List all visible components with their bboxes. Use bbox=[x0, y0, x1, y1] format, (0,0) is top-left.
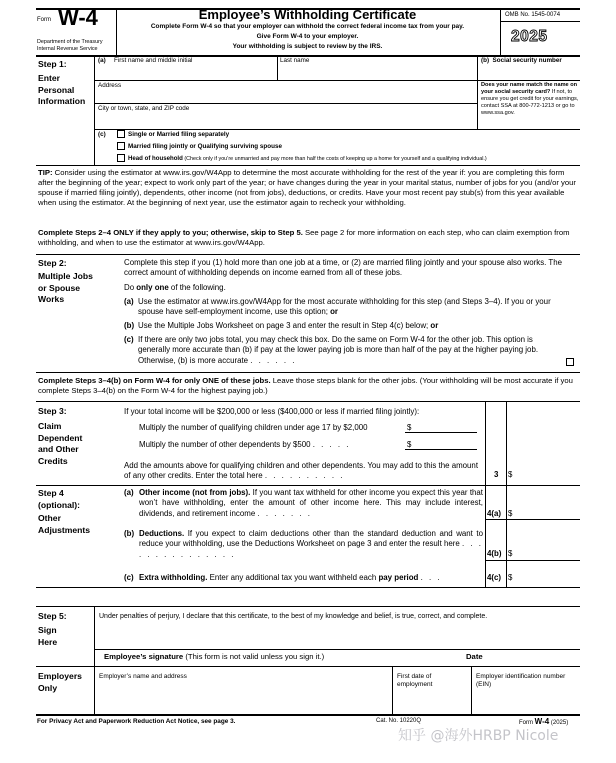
dept-line-1: Department of the Treasury bbox=[37, 39, 103, 45]
step2-option-a: Use the estimator at www.irs.gov/W4App for the most accurate withholding for this step (and Steps 3–4). If you or your spouse have self-employment income, use this option; or bbox=[138, 297, 551, 317]
married-jointly-label: Married filing jointly or Qualifying surviving spouse bbox=[128, 143, 282, 150]
head-of-household-checkbox[interactable] bbox=[117, 154, 125, 162]
step1-c-tag: (c) bbox=[98, 131, 106, 138]
date-input[interactable] bbox=[462, 628, 574, 648]
name-match-note: Does your name match the name on your social security card? If not, to ensure you get credit for your earnings, contact SSA at 800-772-1213 or go to www.ssa.gov. bbox=[481, 82, 579, 116]
step1-a-tag: (a) bbox=[98, 57, 106, 64]
first-name-input[interactable] bbox=[96, 64, 276, 77]
two-jobs-checkbox[interactable] bbox=[566, 358, 574, 366]
step5-label: Step 5: bbox=[38, 611, 67, 621]
married-jointly-checkbox[interactable] bbox=[117, 142, 125, 150]
perjury-statement: Under penalties of perjury, I declare that this certificate, to the best of my knowledge and belief, is true, correct, and complete. bbox=[99, 613, 488, 620]
employer-name-address-label: Employer’s name and address bbox=[99, 673, 187, 680]
single-checkbox[interactable] bbox=[117, 130, 125, 138]
line4a-number: 4(a) bbox=[487, 509, 502, 518]
line3-amount-input[interactable] bbox=[507, 464, 579, 483]
step2-a-tag: (a) bbox=[124, 297, 134, 306]
other-dependents-amount-input[interactable] bbox=[405, 449, 477, 450]
step3-intro: If your total income will be $200,000 or less ($400,000 or less if married filing jointly): bbox=[124, 407, 420, 416]
step2-c-tag: (c) bbox=[124, 335, 134, 344]
form-label: Form bbox=[37, 17, 51, 23]
children-dollar: $ bbox=[407, 423, 412, 432]
step4c-text: Extra withholding. Enter any additional tax you want withheld each pay period . . . bbox=[139, 573, 442, 582]
form-subtitle-1: Complete Form W-4 so that your employer can withhold the correct federal income tax from your pay. bbox=[150, 23, 465, 30]
first-name-label: First name and middle initial bbox=[114, 57, 193, 64]
catalog-number: Cat. No. 10220Q bbox=[376, 718, 422, 724]
form-subtitle-3: Your withholding is subject to review by the IRS. bbox=[232, 43, 383, 50]
signature-input[interactable] bbox=[100, 628, 450, 648]
last-name-label: Last name bbox=[280, 57, 310, 64]
first-date-employment-input[interactable] bbox=[395, 692, 467, 712]
employers-only-title: Employers Only bbox=[38, 671, 82, 693]
address-label: Address bbox=[98, 82, 122, 89]
step5-title: Sign Here bbox=[38, 625, 58, 647]
ssn-input[interactable] bbox=[479, 64, 579, 77]
step3-title: Claim Dependent and Other Credits bbox=[38, 421, 83, 466]
first-date-employment-label: First date of employment bbox=[397, 673, 433, 689]
step4a-tag: (a) bbox=[124, 488, 134, 497]
step4b-tag: (b) bbox=[124, 529, 135, 538]
omb-number: OMB No. 1545-0074 bbox=[505, 12, 561, 18]
head-of-household-label: Head of household (Check only if you’re unmarried and pay more than half the costs of keeping up a home for yourself and a qualifying individual.) bbox=[128, 155, 487, 162]
line4b-amount-input[interactable] bbox=[507, 543, 579, 559]
step4c-tag: (c) bbox=[124, 573, 134, 582]
other-dependents-label: Multiply the number of other dependents by $500 . . . . . bbox=[139, 440, 351, 449]
children-amount-input[interactable] bbox=[405, 432, 477, 433]
step2-title: Multiple Jobs or Spouse Works bbox=[38, 271, 93, 305]
step4-label: Step 4 (optional): bbox=[38, 488, 80, 510]
date-label: Date bbox=[466, 652, 483, 661]
step1-title: Enter Personal Information bbox=[38, 73, 86, 107]
form-title: Employee’s Withholding Certificate bbox=[198, 7, 417, 22]
step2-intro: Complete this step if you (1) hold more than one job at a time, or (2) are married filing jointly and your spouse also works. The correct amount of withholding depends on income earned from all of these jobs. bbox=[124, 258, 562, 278]
watermark-text: 知乎 @海外HRBP Nicole bbox=[398, 728, 559, 744]
form-code: W-4 bbox=[58, 5, 98, 30]
line3-number: 3 bbox=[494, 470, 499, 479]
line4b-number: 4(b) bbox=[487, 549, 502, 558]
line4c-amount-input[interactable] bbox=[507, 567, 579, 585]
step4a-text: Other income (not from jobs). If you want tax withheld for other income you expect this year that won’t have withholding, enter the amount of other income here. This may include interest, dividends, and retirement income . . . . . . . bbox=[139, 488, 483, 518]
signature-label: Employee’s signature (This form is not valid unless you sign it.) bbox=[104, 652, 325, 661]
ein-input[interactable] bbox=[474, 692, 578, 712]
line4b-dollar: $ bbox=[508, 549, 513, 558]
step4-title: Other Adjustments bbox=[38, 513, 91, 535]
step3-label: Step 3: bbox=[38, 406, 67, 416]
instruction-steps-3-4b: Complete Steps 3–4(b) on Form W-4 for only ONE of these jobs. Leave those steps blank for the other jobs. (Your withholding will be most accurate if you complete Steps 3–4(b) on the Form W-4 for the highest paying job.) bbox=[38, 376, 573, 396]
step1-label: Step 1: bbox=[38, 59, 67, 69]
city-label: City or town, state, and ZIP code bbox=[98, 105, 190, 112]
address-input[interactable] bbox=[96, 89, 475, 101]
children-credit-label: Multiply the number of qualifying children under age 17 by $2,000 bbox=[139, 423, 368, 432]
ssn-label: (b) Social security number bbox=[481, 57, 562, 64]
privacy-notice: For Privacy Act and Paperwork Reduction Act Notice, see page 3. bbox=[37, 718, 236, 725]
form-subtitle-2: Give Form W-4 to your employer. bbox=[256, 33, 359, 40]
line3-dollar: $ bbox=[508, 470, 513, 479]
last-name-input[interactable] bbox=[279, 64, 475, 77]
employer-name-address-input[interactable] bbox=[97, 682, 390, 712]
line4a-dollar: $ bbox=[508, 509, 513, 518]
step3-add-total: Add the amounts above for qualifying children and other dependents. You may add to this the amount of any other credits. Enter the total here . . . . . . . . . . bbox=[124, 461, 479, 481]
city-input[interactable] bbox=[96, 112, 475, 126]
ein-label: Employer identification number (EIN) bbox=[476, 673, 566, 689]
step2-label: Step 2: bbox=[38, 258, 67, 268]
footer-form-id: Form W-4 (2025) bbox=[519, 717, 569, 726]
line4a-amount-input[interactable] bbox=[507, 503, 579, 519]
tax-year: 2025 bbox=[511, 28, 548, 45]
step2-do-only: Do only one of the following. bbox=[124, 283, 226, 292]
other-dependents-dollar: $ bbox=[407, 440, 412, 449]
step4b-text: Deductions. If you expect to claim deductions other than the standard deduction and want to reduce your withholding, use the Deductions Worksheet on page 3 and enter the result here . . . . . . . . . . . . . . . bbox=[139, 529, 483, 559]
step2-b-tag: (b) bbox=[124, 321, 135, 330]
line4c-dollar: $ bbox=[508, 573, 513, 582]
step2-option-c: If there are only two jobs total, you may check this box. Do the same on Form W-4 for the other job. This option is generally more accurate than (b) if pay at the lower paying job is more than half of the pay at the higher paying job. Otherwise, (b) is more accurate . . . . . . bbox=[138, 335, 539, 365]
tip-paragraph: TIP: Consider using the estimator at www.irs.gov/W4App to determine the most accurate withholding for the rest of the year if: you are completing this form after the beginning of the year; expect to work only part of the year; or have changes during the year in your marital status, number of jobs for you (and/or your spouse if married filing jointly), dependents, other income (not from jobs), deductions, or credits. Have your most recent pay stub(s) from this year available when using the estimator. At the beginning of next year, use the estimator again to recheck your withholding. bbox=[38, 168, 576, 208]
line4c-number: 4(c) bbox=[487, 573, 502, 582]
dept-line-2: Internal Revenue Service bbox=[37, 46, 98, 52]
single-label: Single or Married filing separately bbox=[128, 131, 230, 138]
instruction-steps-2-4: Complete Steps 2–4 ONLY if they apply to you; otherwise, skip to Step 5. See page 2 for more information on each step, who can claim exemption from withholding, and when to use the estimator at www.irs.gov/W4App. bbox=[38, 228, 570, 248]
step2-option-b: Use the Multiple Jobs Worksheet on page 3 and enter the result in Step 4(c) below; or bbox=[138, 321, 439, 330]
